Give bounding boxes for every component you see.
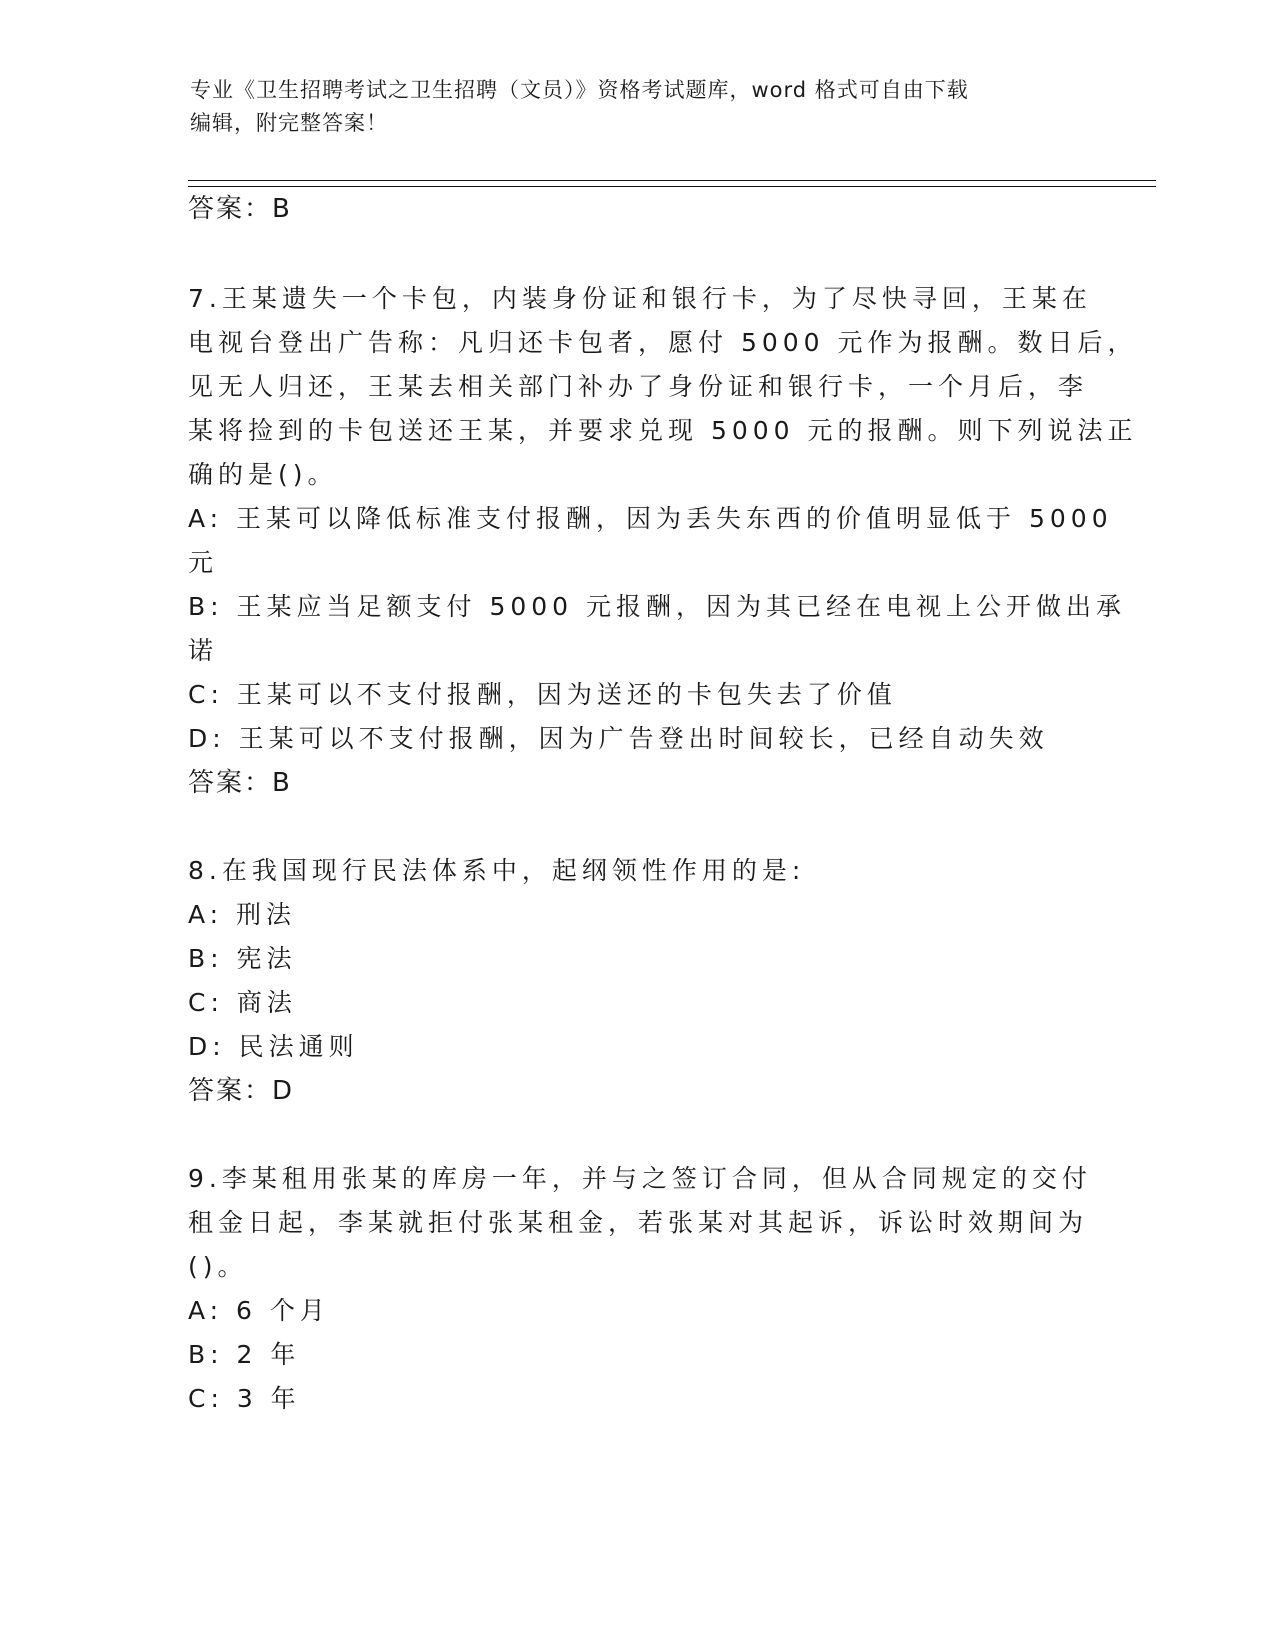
question-7-line-5: 确的是()。	[188, 460, 338, 489]
question-8-option-d: D: 民法通则	[188, 1032, 359, 1061]
header-divider-bottom	[188, 186, 1156, 187]
question-9-line-3: ()。	[188, 1252, 248, 1281]
question-7-option-b-cont: 诺	[188, 636, 219, 665]
question-7-option-d: D: 王某可以不支付报酬，因为广告登出时间较长，已经自动失效	[188, 724, 1049, 753]
header-divider-top	[188, 180, 1156, 181]
question-9-line-1: 9.李某租用张某的库房一年，并与之签订合同，但从合同规定的交付	[188, 1164, 1092, 1193]
question-9-option-b: B: 2 年	[188, 1340, 301, 1369]
question-9-option-a: A: 6 个月	[188, 1296, 330, 1325]
question-9-line-2: 租金日起，李某就拒付张某租金，若张某对其起诉，诉讼时效期间为	[188, 1208, 1089, 1237]
question-9-option-c: C: 3 年	[188, 1384, 301, 1413]
question-7-option-a: A: 王某可以降低标准支付报酬，因为丢失东西的价值明显低于 5000	[188, 504, 1113, 533]
question-8-line-1: 8.在我国现行民法体系中，起纲领性作用的是:	[188, 856, 806, 885]
question-8-answer: 答案：D	[188, 1076, 295, 1106]
question-8-option-c: C: 商法	[188, 988, 297, 1017]
question-7-line-3: 见无人归还，王某去相关部门补办了身份证和银行卡，一个月后，李	[188, 372, 1089, 401]
question-8-option-a: A: 刑法	[188, 900, 297, 929]
question-7-line-2: 电视台登出广告称：凡归还卡包者，愿付 5000 元作为报酬。数日后，	[188, 328, 1138, 357]
document-header	[190, 74, 1090, 140]
header-line-1: 专业《卫生招聘考试之卫生招聘（文员）》资格考试题库，word 格式可自由下载	[190, 78, 969, 102]
question-7-option-b: B: 王某应当足额支付 5000 元报酬，因为其已经在电视上公开做出承	[188, 592, 1127, 621]
question-7-option-c: C: 王某可以不支付报酬，因为送还的卡包失去了价值	[188, 680, 897, 709]
question-8-option-b: B: 宪法	[188, 944, 297, 973]
question-7-line-4: 某将捡到的卡包送还王某，并要求兑现 5000 元的报酬。则下列说法正	[188, 416, 1138, 445]
answer-prev: 答案：B	[188, 194, 292, 224]
question-7-answer: 答案：B	[188, 768, 292, 798]
header-line-2: 编辑，附完整答案！	[190, 111, 388, 135]
question-7-line-1: 7.王某遗失一个卡包，内装身份证和银行卡，为了尽快寻回，王某在	[188, 284, 1092, 313]
question-7-option-a-cont: 元	[188, 548, 219, 577]
